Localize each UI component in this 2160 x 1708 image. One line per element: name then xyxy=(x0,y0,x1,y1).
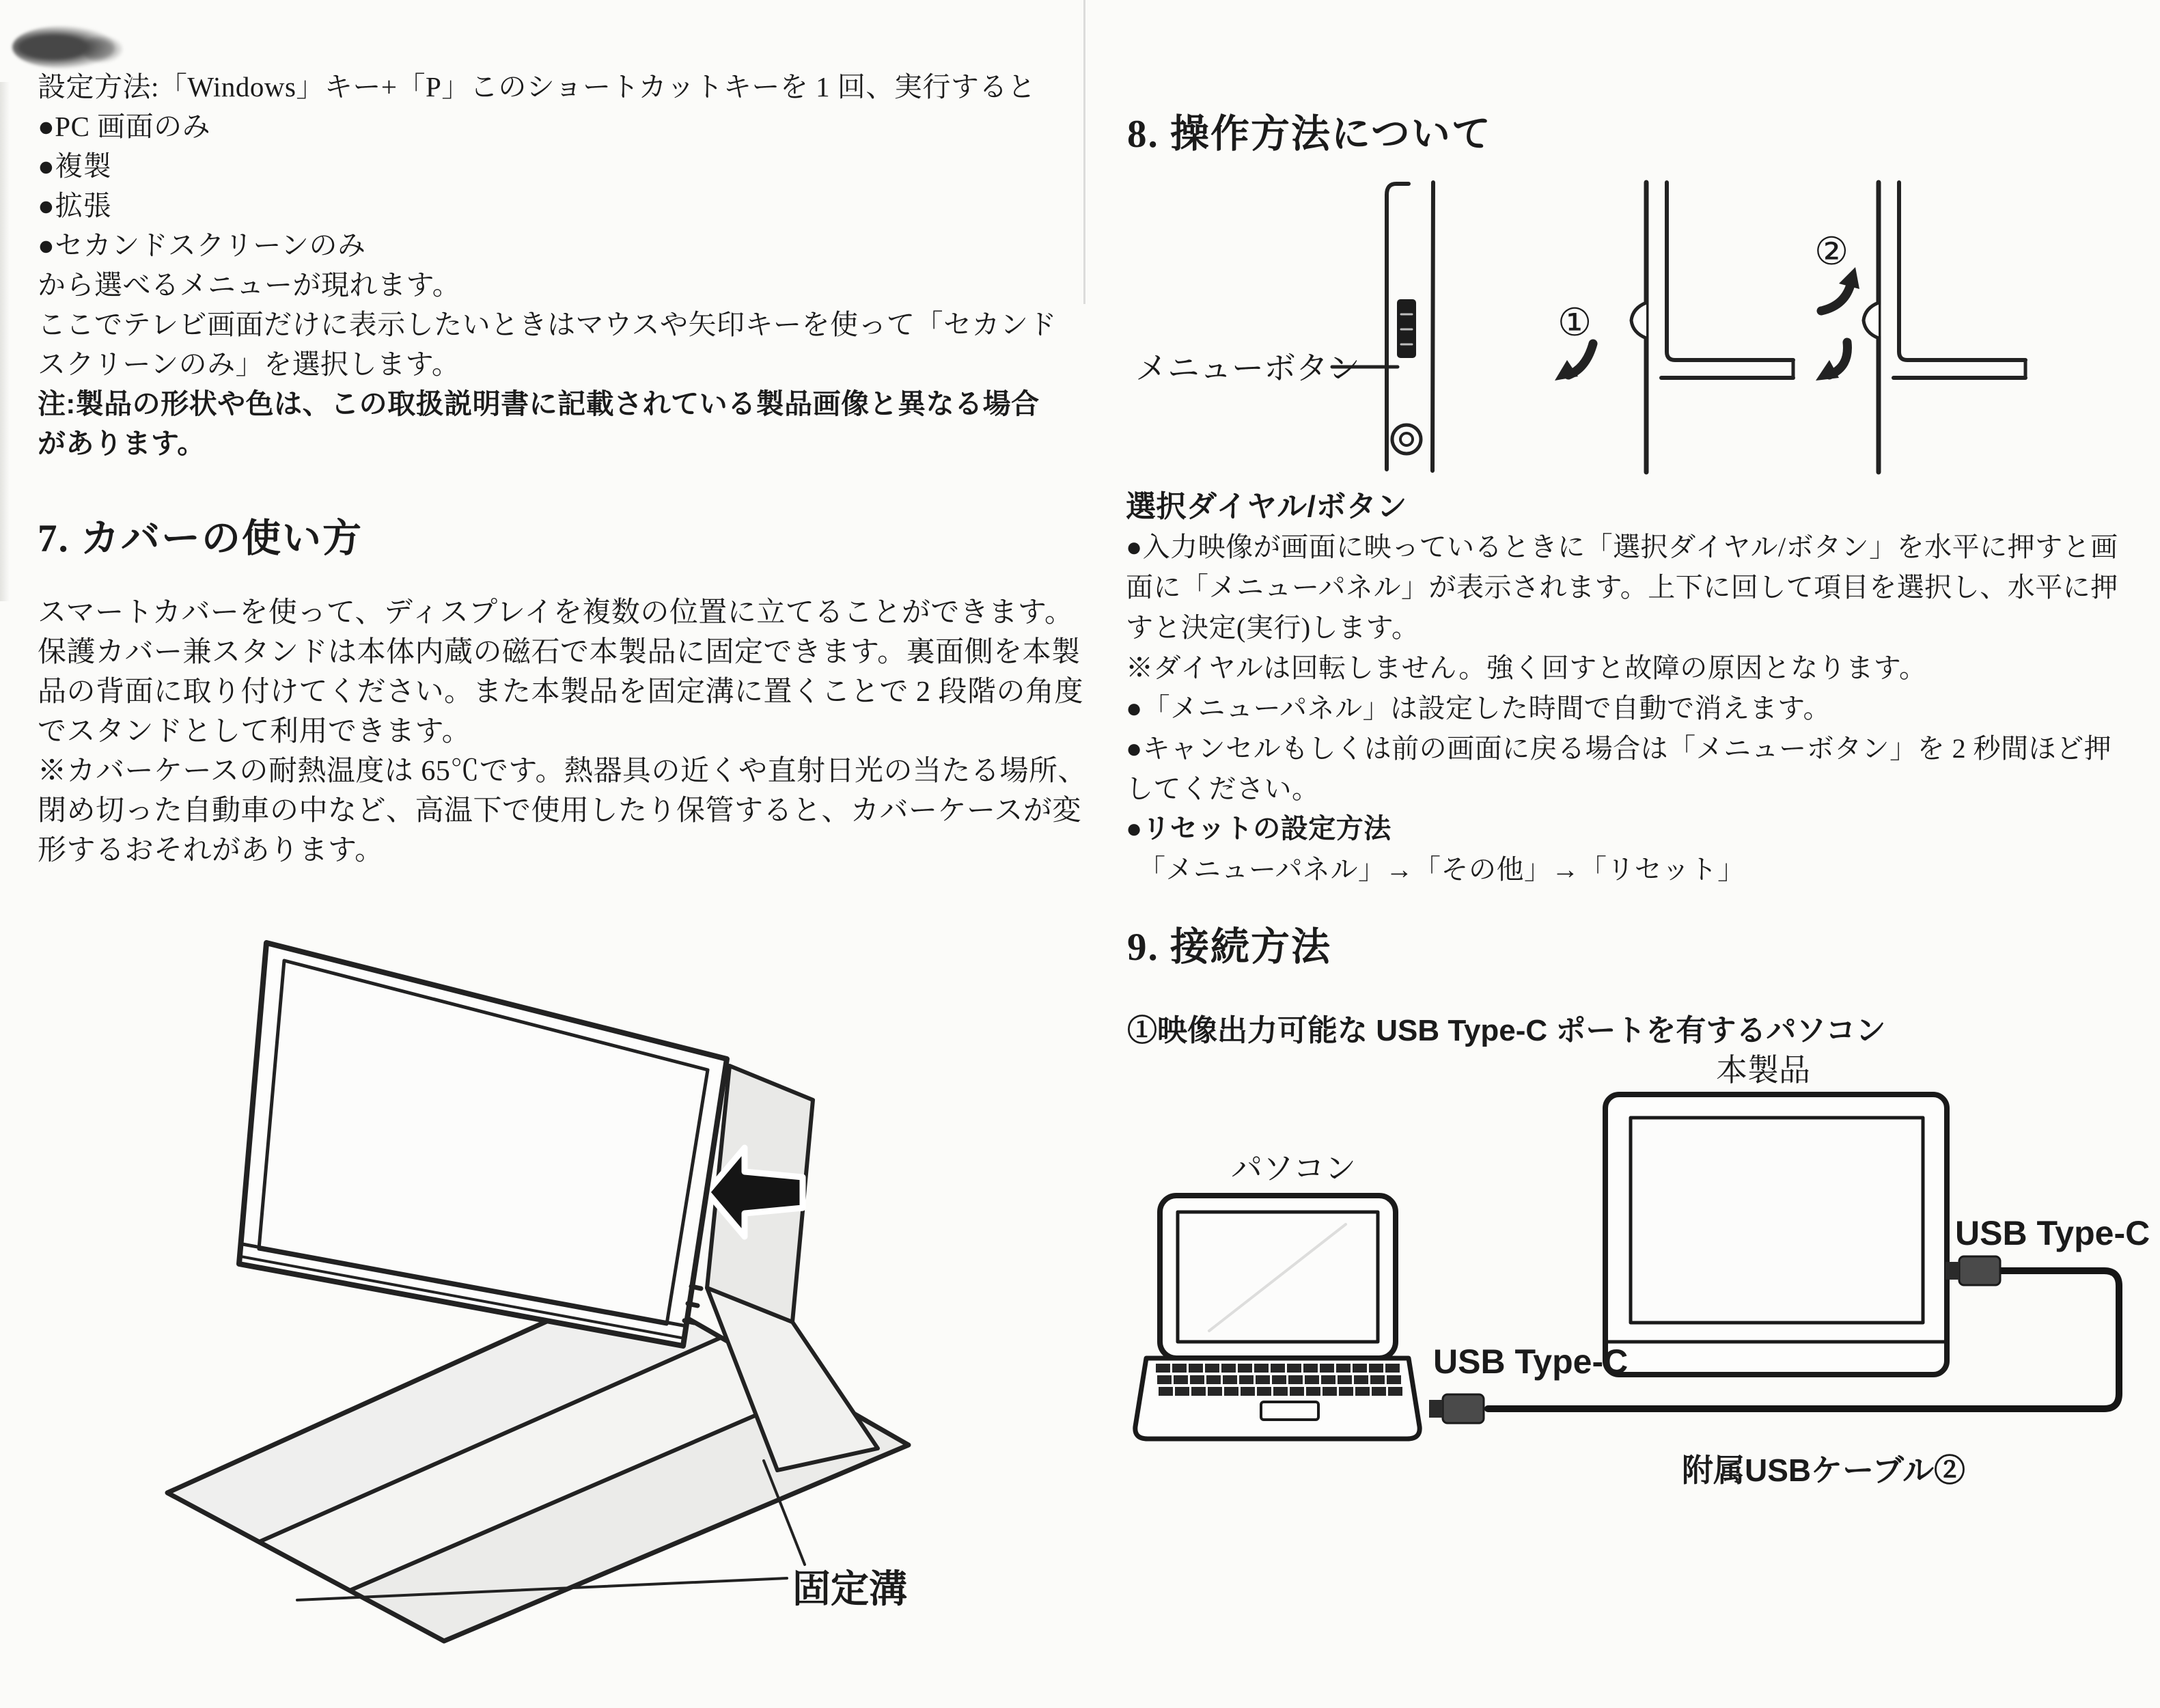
dial-line: ●入力映像が画面に映っているときに「選択ダイヤル/ボタン」を水平に押すと画 xyxy=(1126,532,2118,562)
section9-heading: 9. 接続方法 xyxy=(1127,926,1331,969)
section8-heading: 8. 操作方法について xyxy=(1127,113,1492,156)
trackpad xyxy=(1261,1402,1318,1420)
section7-body xyxy=(38,593,1090,870)
menu-button-label: メニューボタン xyxy=(1135,350,1360,386)
dial-line: ●「メニューパネル」は設定した時間で自動で消えます。 xyxy=(1126,693,1831,724)
display-option-duplicate: ●複製 xyxy=(38,150,112,182)
pc-label: パソコン xyxy=(1231,1151,1357,1186)
cover-stand-diagram xyxy=(89,915,1066,1681)
intro-line: 設定方法:「Windows」キー+「P」このショートカットキーを 1 回、実行すると xyxy=(38,71,1036,102)
section7-caution-line: 形するおそれがあります。 xyxy=(38,835,384,866)
section9-subheading: ①映像出力可能な USB Type-C ポートを有するパソコン xyxy=(1127,1014,1886,1047)
intro-line: から選べるメニューが現れます。 xyxy=(38,269,461,301)
section7-line: 品の背面に取り付けてください。また本製品を固定溝に置くことで 2 段階の角度 xyxy=(38,676,1084,708)
dial-line: すと決定(実行)します。 xyxy=(1126,612,1420,643)
dial-button-diagram xyxy=(1127,174,2097,482)
usb-type-c-right-label: USB Type-C xyxy=(1955,1214,2150,1252)
product-note-line: があります。 xyxy=(38,428,206,459)
section7-line: スマートカバーを使って、ディスプレイを複数の位置に立てることができます。 xyxy=(38,597,1074,629)
section7-line: でスタンドとして利用できます。 xyxy=(38,716,471,747)
usb-plug-left xyxy=(1443,1394,1484,1423)
display-option-second-screen: ●セカンドスクリーンのみ xyxy=(38,230,366,261)
left-column xyxy=(38,67,1090,463)
dial-line: ●キャンセルもしくは前の画面に戻る場合は「メニューボタン」を 2 秒間ほど押 xyxy=(1126,733,2112,764)
usb-plug-right xyxy=(1959,1256,2000,1285)
edge-view-menu-button xyxy=(1332,182,1433,471)
display-option-extend: ●拡張 xyxy=(38,190,112,221)
section7-heading: 7. カバーの使い方 xyxy=(38,517,363,560)
pc-laptop xyxy=(1135,1196,1420,1439)
intro-line: スクリーンのみ」を選択します。 xyxy=(38,348,460,380)
section7-caution-line: ※カバーケースの耐熱温度は 65℃です。熱器具の近くや直射日光の当たる場所、 xyxy=(38,756,1088,787)
usb-type-c-left-label: USB Type-C xyxy=(1433,1342,1629,1381)
product-monitor xyxy=(1605,1094,1947,1375)
edge-view-rotate-step2 xyxy=(1816,182,2025,472)
scan-edge-shadow xyxy=(0,82,10,601)
scan-smudge-small xyxy=(82,36,123,63)
keyboard-keys xyxy=(1156,1364,1402,1396)
reset-menu-path: 「メニューパネル」→「その他」→「リセット」 xyxy=(1138,854,1745,885)
product-label: 本製品 xyxy=(1716,1052,1810,1088)
rotate-up-arrow-icon xyxy=(1821,282,1851,311)
section7-line: 保護カバー兼スタンドは本体内蔵の磁石で本製品に固定できます。裏面側を本製 xyxy=(38,637,1081,668)
reset-method-title: ●リセットの設定方法 xyxy=(1126,814,1391,844)
connection-diagram xyxy=(1127,1052,2152,1496)
section7-caution-line: 閉め切った自動車の中など、高温下で使用したり保管すると、カバーケースが変 xyxy=(38,795,1081,827)
dial-instructions xyxy=(1126,486,2130,890)
dial-section-title: 選択ダイヤル/ボタン xyxy=(1126,490,1407,523)
display-option-pc-only: ●PC 画面のみ xyxy=(38,111,211,142)
monitor-on-stand xyxy=(239,943,727,1346)
dial-icon xyxy=(1392,425,1421,454)
dial-caution-line: ※ダイヤルは回転しません。強く回すと故障の原因となります。 xyxy=(1126,652,1927,683)
groove-label: 固定溝 xyxy=(792,1567,907,1610)
product-note-line: 注:製品の形状や色は、この取扱説明書に記載されている製品画像と異なる場合 xyxy=(38,388,1040,419)
intro-line: ここでテレビ画面だけに表示したいときはマウスや矢印キーを使って「セカンド xyxy=(38,309,1057,340)
step2-badge: ② xyxy=(1814,231,1849,273)
step1-badge: ① xyxy=(1557,302,1592,344)
dial-line: 面に「メニューパネル」が表示されます。上下に回して項目を選択し、水平に押 xyxy=(1126,572,2118,603)
cable-label: 附属USBケーブル② xyxy=(1682,1452,1965,1488)
dial-line: してください。 xyxy=(1126,773,1320,804)
